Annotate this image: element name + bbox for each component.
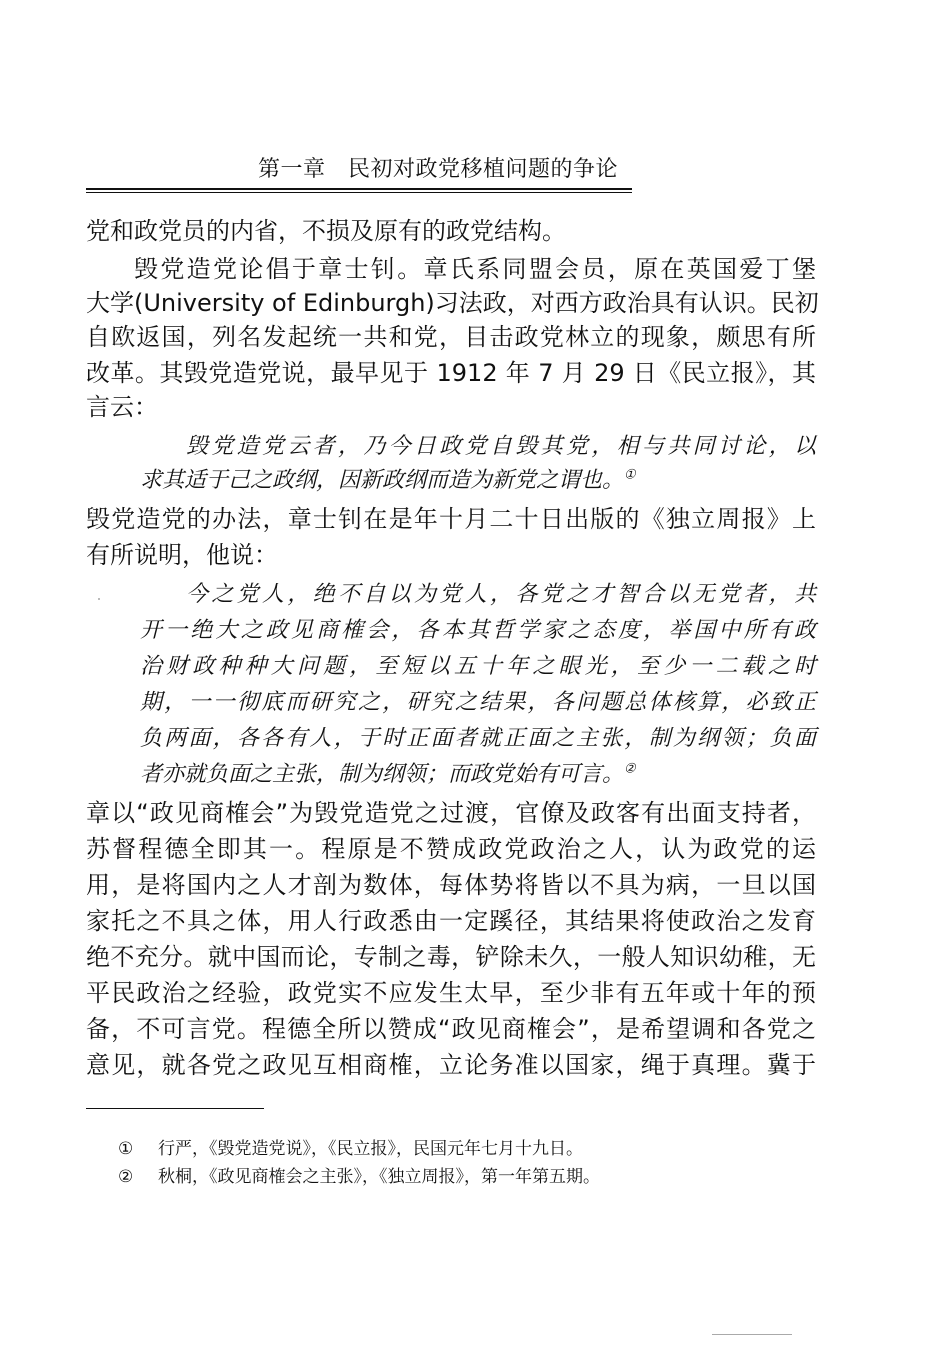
chapter-title: 民初对政党移植问题的争论 — [348, 157, 619, 182]
footnote-text: 行严，《毁党造党说》，《民立报》，民国元年七月十九日。 — [158, 1139, 583, 1159]
running-header — [258, 152, 618, 183]
footnote-text: 秋桐，《政见商榷会之主张》，《独立周报》，第一年第五期。 — [158, 1167, 600, 1187]
paragraph-line: 自欧返国，列名发起统一共和党，目击政党林立的现象，颇思有所 — [86, 323, 816, 351]
block-quote-line: 期，一一彻底而研究之，研究之结果，各问题总体核算，必致正 — [140, 690, 816, 715]
block-quote-line — [140, 466, 636, 496]
paragraph-line: 党和政党员的内省，不损及原有的政党结构。 — [86, 217, 566, 245]
header-rule-thin — [86, 192, 632, 193]
header-rule — [86, 188, 632, 190]
chapter-number: 第一章 — [258, 157, 326, 182]
paragraph-line: 家托之不具之体，用人行政悉由一定蹊径，其结果将使政治之发育 — [86, 907, 816, 935]
footnote — [118, 1166, 600, 1188]
footnote — [118, 1138, 583, 1160]
footnote-ref: ① — [624, 467, 636, 483]
paragraph-line: 意见，就各党之政见互相商榷，立论务准以国家，绳于真理。冀于 — [86, 1051, 816, 1079]
footnote-rule — [86, 1108, 264, 1109]
paragraph-line: 有所说明，他说： — [86, 541, 278, 569]
block-quote-line: 治财政种种大问题，至短以五十年之眼光，至少一二载之时 — [140, 654, 816, 679]
paragraph-line: 毁党造党论倡于章士钊。章氏系同盟会员，原在英国爱丁堡 — [134, 255, 816, 283]
block-quote-line: 开一绝大之政见商榷会，各本其哲学家之态度，举国中所有政 — [140, 618, 816, 643]
scan-artifact — [98, 598, 100, 600]
footnote-number: ② — [118, 1167, 134, 1187]
paragraph-line: 备，不可言党。程德全所以赞成“政见商榷会”，是希望调和各党之 — [86, 1015, 816, 1043]
paragraph-line: 用，是将国内之人才剖为数体，每体势将皆以不具为病，一旦以国 — [86, 871, 816, 899]
footnote-ref: ② — [624, 761, 636, 777]
paragraph-line: 言云： — [86, 393, 158, 421]
block-quote-line — [140, 760, 636, 790]
paragraph-line: 改革。其毁党造党说，最早见于 1912 年 7 月 29 日《民立报》，其 — [86, 359, 816, 387]
paragraph-line: 大学(University of Edinburgh)习法政，对西方政治具有认识。民初 — [86, 289, 819, 317]
paragraph-line: 平民政治之经验，政党实不应发生太早，至少非有五年或十年的预 — [86, 979, 816, 1007]
block-quote-line: 今之党人，绝不自以为党人，各党之才智合以无党者，共 — [186, 582, 816, 607]
paragraph-line: 毁党造党的办法，章士钊在是年十月二十日出版的《独立周报》上 — [86, 505, 816, 533]
block-quote-text: 者亦就负面之主张，制为纲领；而政党始有可言。 — [140, 762, 625, 787]
block-quote-text: 求其适于己之政纲，因新政纲而造为新党之谓也。 — [140, 468, 625, 493]
paragraph-line: 绝不充分。就中国而论，专制之毒，铲除未久，一般人知识幼稚，无 — [86, 943, 816, 971]
paragraph-line: 章以“政见商榷会”为毁党造党之过渡，官僚及政客有出面支持者， — [86, 799, 816, 827]
scan-artifact — [712, 1334, 792, 1335]
block-quote-line: 负两面，各各有人，于时正面者就正面之主张，制为纲领；负面 — [140, 726, 816, 751]
block-quote-line: 毁党造党云者，乃今日政党自毁其党，相与共同讨论，以 — [186, 434, 816, 459]
paragraph-line: 苏督程德全即其一。程原是不赞成政党政治之人，认为政党的运 — [86, 835, 816, 863]
footnote-number: ① — [118, 1139, 134, 1159]
